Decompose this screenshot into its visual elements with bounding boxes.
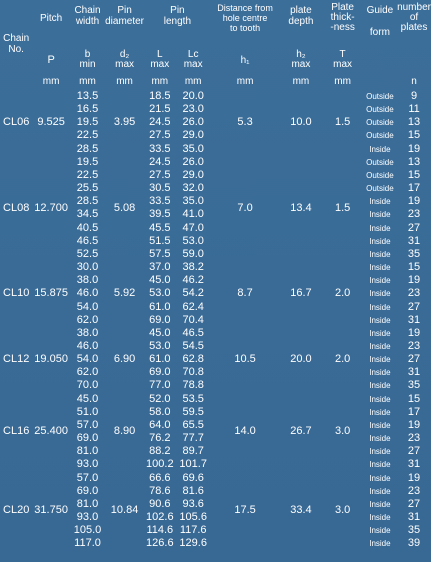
guide-form-cell: Inside	[369, 434, 391, 444]
table-header	[0, 0, 431, 90]
distance-cell: 5.3	[237, 116, 253, 129]
plates-count-cell: 15	[407, 261, 421, 274]
chain-width-cell: 62.0	[76, 313, 99, 326]
table-row	[0, 156, 431, 169]
plate-depth-cell: 10.0	[290, 116, 312, 129]
plates-count-cell: 27	[407, 497, 421, 510]
pitch-cell: 31.750	[34, 504, 68, 517]
chain-width-cell: 25.5	[76, 182, 99, 195]
pin-length-c-cell: 26.0	[182, 116, 204, 129]
unit-h1: mm	[236, 76, 254, 87]
plates-count-cell: 13	[407, 116, 421, 129]
pin-length-c-cell: 54.5	[182, 339, 204, 352]
header-row-units	[0, 73, 431, 90]
chain-width-cell: 28.5	[76, 195, 99, 208]
pin-length-cell: 30.5	[149, 182, 171, 195]
pin-length-cell: 37.0	[149, 261, 171, 274]
guide-form-cell: Inside	[369, 276, 391, 286]
chain-width-cell: 45.0	[76, 392, 99, 405]
pin-length-cell: 64.0	[149, 418, 171, 431]
guide-form-cell: Inside	[369, 263, 391, 273]
guide-form-cell: Inside	[369, 315, 391, 325]
plates-count-cell: 23	[407, 432, 421, 445]
pin-length-cell: 45.0	[149, 326, 171, 339]
chain-width-cell: 34.5	[76, 208, 99, 221]
chain-no-header: Chain No.	[3, 32, 30, 55]
pin-length-c-cell: 89.7	[182, 445, 204, 458]
pin-diameter-header: Pin diameter	[105, 5, 145, 27]
plates-count-cell: 19	[407, 326, 421, 339]
pin-length-c-cell: 77.7	[182, 432, 204, 445]
number-of-plates-header: number of plates	[397, 2, 431, 33]
guide-form-cell: Inside	[369, 460, 391, 470]
plate-thickness-cell: 2.0	[334, 353, 351, 366]
pitch-cell: 12.700	[34, 201, 68, 214]
plate-depth-cell: 26.7	[290, 425, 312, 438]
chain-width-cell: 105.0	[73, 524, 102, 537]
guide-form-cell: Outside	[366, 184, 394, 194]
unit-h2: mm	[292, 76, 310, 87]
chain-no-cell: CL16	[3, 425, 30, 438]
plate-thickness-cell: 1.5	[334, 201, 351, 214]
plates-count-cell: 31	[407, 511, 421, 523]
pin-length-cell: 27.5	[149, 168, 171, 181]
l-symbol: L max	[150, 49, 170, 70]
pin-length-c-cell: 46.5	[182, 326, 204, 339]
guide-form-cell: Inside	[369, 355, 391, 365]
plates-count-cell: 23	[407, 484, 421, 497]
chain-width-cell: 62.0	[76, 366, 99, 379]
pin-length-cell: 33.5	[149, 142, 171, 155]
plates-count-cell: 17	[407, 405, 421, 418]
pin-diameter-cell: 10.84	[110, 504, 139, 517]
plates-count-cell: 15	[407, 168, 421, 181]
lc-symbol: Lc max	[183, 49, 203, 70]
guide-form-cell: Inside	[369, 328, 391, 338]
distance-cell: 17.5	[234, 504, 256, 517]
pin-length-c-cell: 53.5	[182, 392, 204, 405]
pin-length-c-cell: 70.4	[182, 313, 204, 326]
pin-length-cell: 69.0	[149, 366, 171, 379]
chain-width-cell: 38.0	[76, 326, 99, 339]
pin-length-cell: 114.6	[146, 524, 174, 537]
guide-form-cell: Outside	[366, 157, 394, 167]
table-row	[0, 261, 431, 274]
plates-count-cell: 15	[407, 392, 421, 405]
pin-length-c-cell: 29.0	[182, 129, 204, 142]
pin-length-c-cell: 101.7	[179, 458, 207, 471]
pitch-cell: 19.050	[34, 353, 68, 366]
chain-width-cell: 19.5	[76, 155, 99, 168]
plate-thickness-cell: 2.0	[334, 287, 351, 300]
chain-width-cell: 69.0	[76, 484, 99, 497]
plates-count-cell: 39	[407, 537, 421, 550]
plate-depth-cell: 33.4	[290, 504, 312, 517]
pin-length-cell: 45.0	[149, 274, 171, 287]
plates-count-cell: 35	[407, 524, 421, 537]
pin-length-cell: 78.6	[149, 484, 171, 497]
pin-length-c-cell: 59.5	[182, 405, 204, 418]
pin-length-cell: 57.5	[149, 247, 171, 260]
guide-form-cell: Inside	[369, 473, 391, 483]
unit-no	[0, 73, 32, 90]
pin-length-c-cell: 35.0	[182, 142, 204, 155]
plates-count-cell: 31	[407, 234, 421, 247]
pin-length-c-cell: 78.8	[182, 379, 204, 392]
plate-thickness-header: Plate thick- -ness	[330, 2, 355, 33]
pin-length-cell: 52.0	[149, 392, 171, 405]
d2-symbol: d₂ max	[115, 49, 135, 70]
chain-width-cell: 13.5	[76, 90, 99, 102]
pin-length-cell: 102.6	[146, 511, 174, 523]
guide-form-cell: Inside	[369, 486, 391, 496]
pin-length-cell: 58.0	[149, 405, 171, 418]
pin-length-cell: 53.0	[149, 339, 171, 352]
pin-diameter-cell: 5.92	[113, 287, 136, 300]
chain-width-cell: 22.5	[76, 129, 99, 142]
unit-p: mm	[42, 76, 60, 87]
unit-n: n	[411, 76, 417, 87]
pin-diameter-cell: 6.90	[113, 353, 136, 366]
pin-length-cell: 39.5	[149, 208, 171, 221]
plate-thickness-cell: 3.0	[334, 504, 351, 517]
pin-length-c-cell: 65.5	[182, 418, 204, 431]
plate-thickness-cell: 1.5	[334, 116, 351, 129]
pin-length-cell: 126.6	[146, 537, 174, 550]
pin-length-c-cell: 26.0	[182, 155, 204, 168]
pin-length-cell: 90.6	[149, 497, 171, 510]
pin-length-c-cell: 23.0	[182, 103, 204, 116]
pin-length-cell: 100.2	[146, 458, 174, 471]
pitch-symbol: P	[47, 53, 55, 66]
unit-l: mm	[151, 76, 169, 87]
plate-thickness-cell: 3.0	[334, 425, 351, 438]
guide-form-cell: Inside	[369, 381, 391, 391]
distance-cell: 7.0	[237, 201, 253, 214]
pin-length-cell: 76.2	[149, 432, 171, 445]
guide-form-cell: Outside	[366, 118, 394, 128]
guide-form-cell: Inside	[369, 526, 391, 536]
chain-width-cell: 16.5	[76, 103, 99, 116]
pin-length-c-cell: 129.6	[179, 537, 207, 550]
distance-cell: 8.7	[237, 287, 253, 300]
pin-length-c-cell: 69.6	[182, 471, 204, 484]
pin-length-cell: 69.0	[149, 313, 171, 326]
unit-lc: mm	[184, 76, 202, 87]
table-row	[0, 327, 431, 340]
chain-width-cell: 54.0	[76, 300, 99, 313]
table-row	[0, 472, 431, 485]
chain-width-cell: 46.0	[76, 339, 99, 352]
plates-count-cell: 19	[407, 142, 421, 155]
plate-depth-cell: 13.4	[290, 201, 312, 214]
unit-t: mm	[334, 76, 351, 87]
plates-count-cell: 35	[407, 379, 421, 392]
chain-width-cell: 93.0	[76, 458, 99, 471]
pin-length-cell: 24.5	[149, 116, 171, 129]
pin-length-c-cell: 29.0	[182, 168, 204, 181]
plates-count-cell: 23	[407, 339, 421, 352]
plates-count-cell: 19	[407, 471, 421, 484]
chain-width-cell: 93.0	[76, 511, 99, 523]
chain-width-cell: 30.0	[76, 261, 99, 274]
guide-form-cell: Inside	[369, 210, 391, 220]
plates-count-cell: 11	[408, 103, 420, 116]
pin-length-cell: 27.5	[149, 129, 171, 142]
plates-count-cell: 19	[407, 195, 421, 208]
plates-count-cell: 23	[407, 208, 421, 221]
distance-cell: 14.0	[234, 425, 256, 438]
pin-length-c-cell: 35.0	[182, 195, 204, 208]
pin-length-c-cell: 32.0	[182, 182, 204, 195]
pin-length-header: Pin length	[163, 5, 192, 27]
pin-length-cell: 51.5	[149, 234, 171, 247]
chain-width-cell: 22.5	[76, 168, 99, 181]
distance-header: Distance from hole centre to tooth	[217, 3, 273, 33]
t-symbol: T max	[333, 49, 353, 70]
guide-form-cell: Inside	[369, 236, 391, 246]
chain-width-cell: 57.0	[76, 471, 99, 484]
pin-length-cell: 45.5	[149, 221, 171, 234]
guide-form-cell: Inside	[369, 302, 391, 312]
pitch-cell: 25.400	[34, 425, 68, 438]
b-symbol: b min	[79, 49, 96, 70]
pin-length-cell: 88.2	[149, 445, 171, 458]
pin-length-cell: 66.6	[149, 471, 171, 484]
pin-length-c-cell: 54.2	[182, 287, 204, 300]
unit-guide	[363, 73, 397, 90]
chain-no-cell: CL12	[3, 353, 30, 366]
guide-form-cell: Inside	[369, 513, 391, 522]
guide-form-cell: Inside	[369, 539, 391, 549]
unit-d2: mm	[116, 76, 133, 87]
plates-count-cell: 9	[410, 90, 418, 102]
plate-depth-cell: 16.7	[290, 287, 312, 300]
chain-width-cell: 81.0	[76, 445, 99, 458]
chain-width-cell: 38.0	[76, 274, 99, 287]
chain-width-cell: 117.0	[74, 537, 101, 550]
pin-length-c-cell: 62.4	[182, 300, 204, 313]
guide-form-cell: Outside	[366, 92, 394, 101]
pin-length-c-cell: 93.6	[182, 497, 204, 510]
chain-no-cell: CL10	[3, 287, 30, 300]
guide-form-cell: Inside	[369, 341, 391, 351]
chain-width-cell: 28.5	[76, 142, 99, 155]
pin-length-c-cell: 46.2	[182, 274, 204, 287]
pin-length-cell: 24.5	[149, 155, 171, 168]
pin-length-c-cell: 70.8	[182, 366, 204, 379]
chain-width-cell: 46.0	[76, 287, 99, 300]
plates-count-cell: 35	[407, 247, 421, 260]
pin-length-cell: 33.5	[149, 195, 171, 208]
pin-diameter-cell: 3.95	[113, 116, 136, 129]
plate-depth-cell: 20.0	[290, 353, 312, 366]
plates-count-cell: 31	[407, 458, 421, 471]
pin-diameter-cell: 8.90	[113, 425, 136, 438]
chain-no-cell: CL08	[3, 201, 30, 214]
chain-width-cell: 81.0	[76, 497, 99, 510]
guide-form-cell: Outside	[366, 105, 394, 115]
plates-count-cell: 15	[407, 129, 421, 142]
table-body	[0, 90, 431, 550]
header-row-titles	[0, 0, 431, 47]
pin-length-cell: 18.5	[149, 90, 171, 102]
guide-form-cell: Inside	[369, 407, 391, 417]
guide-form-cell: Inside	[369, 249, 391, 259]
plates-count-cell: 19	[407, 418, 421, 431]
pin-length-c-cell: 47.0	[182, 221, 204, 234]
pin-diameter-cell: 5.08	[113, 201, 136, 214]
guide-form-cell: Inside	[369, 368, 391, 378]
pin-length-cell: 53.0	[149, 287, 171, 300]
chain-width-cell: 70.0	[76, 379, 99, 392]
pin-length-c-cell: 105.6	[179, 511, 207, 523]
chain-width-cell: 40.5	[76, 221, 99, 234]
guide-form-cell: Inside	[369, 420, 391, 430]
pin-length-cell: 77.0	[149, 379, 171, 392]
chain-width-cell: 51.0	[76, 405, 99, 418]
pin-length-c-cell: 81.6	[182, 484, 204, 497]
plates-count-cell: 27	[407, 221, 421, 234]
plates-count-cell: 17	[407, 182, 421, 195]
pin-length-c-cell: 38.2	[182, 261, 204, 274]
table-row	[0, 393, 431, 406]
pin-length-cell: 61.0	[149, 300, 171, 313]
guide-form-cell: Inside	[369, 197, 391, 207]
guide-form-cell: Outside	[366, 131, 394, 141]
pin-length-c-cell: 59.0	[182, 247, 204, 260]
plates-count-cell: 13	[407, 155, 421, 168]
plates-count-cell: 23	[407, 287, 421, 300]
pin-length-c-cell: 41.0	[182, 208, 204, 221]
chain-width-cell: 19.5	[76, 116, 99, 129]
guide-form-cell: Outside	[366, 170, 394, 180]
plates-count-cell: 31	[407, 366, 421, 379]
plate-depth-header: plate depth	[288, 5, 314, 27]
chain-width-cell: 54.0	[76, 353, 99, 366]
guide-form-cell: Inside	[369, 394, 391, 404]
plates-count-cell: 27	[407, 300, 421, 313]
chain-width-cell: 57.0	[76, 418, 99, 431]
pin-length-c-cell: 20.0	[182, 90, 204, 102]
pin-length-c-cell: 62.8	[182, 353, 204, 366]
pin-length-cell: 21.5	[149, 103, 171, 116]
guide-form-cell: Inside	[369, 144, 391, 154]
chain-width-cell: 46.5	[76, 234, 99, 247]
pin-length-cell: 61.0	[149, 353, 171, 366]
pitch-cell: 15.875	[34, 287, 68, 300]
guide-form-cell: Inside	[369, 289, 391, 299]
plates-count-cell: 27	[407, 445, 421, 458]
chain-no-cell: CL20	[3, 504, 30, 517]
guide-form-header: Guide form	[366, 5, 394, 38]
pitch-cell: 9.525	[37, 116, 65, 129]
table-row	[0, 90, 431, 103]
pin-length-c-cell: 53.0	[182, 234, 204, 247]
chain-no-cell: CL06	[3, 116, 30, 129]
chain-width-cell: 69.0	[76, 432, 99, 445]
guide-form-cell: Inside	[369, 447, 391, 457]
h2-symbol: h₂ max	[291, 49, 311, 70]
unit-b: mm	[79, 76, 96, 87]
h1-symbol: h₁	[240, 54, 250, 66]
plates-count-cell: 27	[407, 353, 421, 366]
guide-form-cell: Inside	[369, 499, 391, 509]
chain-width-cell: 52.5	[76, 247, 99, 260]
distance-cell: 10.5	[234, 353, 256, 366]
guide-form-cell: Inside	[369, 223, 391, 233]
pitch-header: Pitch	[40, 13, 63, 24]
chain-width-header: Chain width	[74, 5, 101, 27]
plates-count-cell: 31	[407, 313, 421, 326]
plates-count-cell: 19	[407, 274, 421, 287]
pin-length-c-cell: 117.6	[179, 524, 207, 537]
